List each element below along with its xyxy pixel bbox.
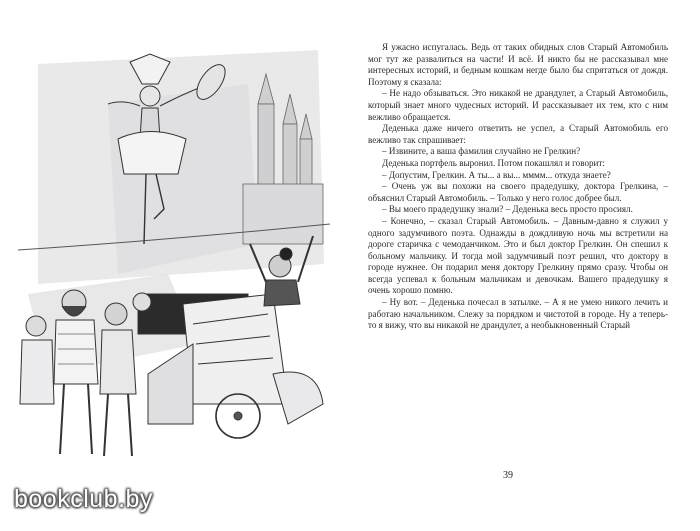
watermark: bookclub.by xyxy=(14,485,153,513)
paragraph: – Конечно, – сказал Старый Автомобиль. – Давным-давно я служил у одного задумчивого поэта. Однажды в дождливую ночь мы встретили на дороге старичка с чемоданчиком. Это и был доктор Грелкин. Он спешил к больному мальчику. И тогда мой задумчивый поэт решил, что доктору в городе нужнее. Он подарил меня доктору Грелкину прямо сразу. Чтобы он всегда успевал к больным мальчикам и девочкам. Вашего прадедушку я очень хорошо помню. xyxy=(368,215,668,296)
page-number: 39 xyxy=(503,470,513,481)
paragraph: Я ужасно испугалась. Ведь от таких обидных слов Старый Автомобиль мог тут же развалиться на части! И всё. И никто бы не рассказывал мне интересных историй, и бедным кошкам негде было бы спрятаться от дождя. Поэтому я сказала: xyxy=(368,42,668,87)
paragraph: – Вы моего прадедушку знали? – Деденька весь просто просиял. xyxy=(382,204,633,215)
paragraph: – Допустим, Грелкин. А ты... а вы... мммм... откуда знаете? xyxy=(382,169,611,180)
paragraph: – Ну вот. – Деденька почесал в затылке. – А я не умею никого лечить и работаю начальником. Слежу за порядком и чистотой в городе. Ну а теперь-то я вижу, что вы никакой не драндулет, а необыкновенный Старый xyxy=(368,297,668,331)
illustration xyxy=(18,44,330,464)
paragraph: Деденька портфель выронил. Потом покашлял и говорит: xyxy=(382,157,605,168)
paragraph: Деденька даже ничего ответить не успел, а Старый Автомобиль его вежливо так спрашивает: xyxy=(368,123,668,145)
text-page xyxy=(368,42,668,332)
paragraph: – Очень уж вы похожи на своего прадедушку, доктора Грелкина, – объяснил Старый Автомобиль. – Только у него голос добрее был. xyxy=(368,181,668,203)
paragraph: – Извините, а ваша фамилия случайно не Грелкин? xyxy=(382,146,581,157)
paragraph: – Не надо обзываться. Это никакой не драндулет, а Старый Автомобиль, который знает много чудесных историй. И рассказывает их тем, кто с ним вежливо обращается. xyxy=(368,88,668,122)
